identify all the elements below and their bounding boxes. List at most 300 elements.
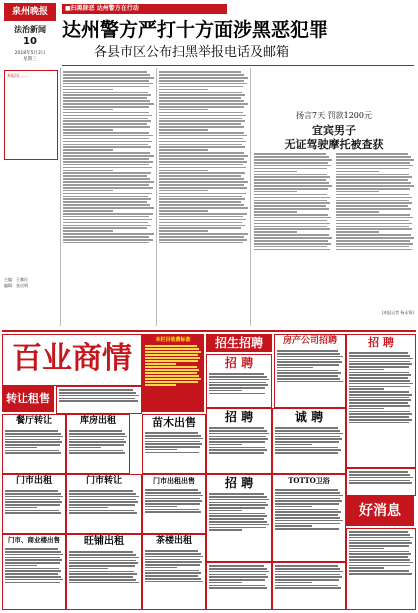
text-line: [275, 576, 342, 578]
text-line: [254, 171, 297, 173]
text-line: [209, 527, 266, 529]
text-line: [5, 512, 61, 514]
text-line: [5, 573, 58, 575]
text-line: [336, 208, 411, 210]
text-line: [159, 242, 243, 244]
text-line: [69, 510, 134, 512]
text-line: [349, 402, 408, 404]
text-line: [254, 208, 329, 210]
text-line: [145, 438, 203, 440]
text-line: [159, 71, 241, 73]
text-line: [209, 518, 264, 520]
text-line: [63, 71, 147, 73]
text-line: [159, 132, 244, 134]
text-line: [145, 443, 202, 445]
text-line: [254, 249, 330, 251]
text-line: [159, 144, 242, 146]
text-line: [145, 570, 199, 572]
text-line: [336, 194, 409, 196]
text-line: [5, 441, 62, 443]
text-line: [275, 579, 339, 581]
totto-title: TOTTO卫浴: [288, 476, 330, 485]
text-line: [209, 502, 266, 504]
text-line: [63, 170, 113, 172]
text-line: [336, 243, 413, 245]
text-line: [349, 411, 410, 413]
baiye-header-box: [2, 334, 142, 386]
text-line: [69, 499, 136, 501]
text-line: [145, 435, 201, 437]
text-line: [349, 531, 408, 533]
chaguan-title: 茶楼出租: [155, 536, 192, 546]
text-line: [254, 194, 327, 196]
text-line: [63, 161, 153, 163]
text-line: [59, 395, 139, 397]
text-line: [209, 373, 264, 375]
zhaopin-ad-3-title: 招 聘: [224, 476, 254, 490]
text-line: [209, 436, 266, 438]
text-line: [254, 220, 327, 222]
text-line: [63, 210, 113, 212]
section-name: 法治新闻: [14, 24, 46, 34]
article-column-3: [254, 152, 332, 302]
text-line: [159, 126, 244, 128]
text-line: [145, 357, 200, 359]
text-line: [209, 521, 267, 523]
text-line: [209, 568, 267, 570]
text-line: [145, 506, 177, 508]
totto-ad: [272, 474, 346, 562]
text-line: [275, 587, 341, 589]
text-line: [63, 239, 153, 241]
text-line: [63, 141, 152, 143]
text-line: [63, 89, 113, 91]
text-line: [349, 388, 384, 390]
zhuanrang-header: 转让租售: [2, 386, 54, 412]
text-line: [275, 427, 338, 429]
text-line: [63, 132, 149, 134]
text-line: [145, 509, 199, 511]
text-line: [209, 571, 269, 573]
text-line: [349, 372, 409, 374]
text-line: [209, 452, 264, 454]
text-line: [209, 393, 265, 395]
text-line: [336, 231, 379, 233]
text-line: [5, 559, 62, 561]
text-line: [275, 447, 338, 449]
right-column-ad-2: [346, 468, 416, 496]
text-line: [275, 509, 338, 511]
text-line: [159, 103, 248, 105]
text-line: [145, 498, 200, 500]
text-line: [159, 190, 208, 192]
text-line: [277, 381, 343, 383]
text-line: [277, 356, 343, 358]
text-line: [349, 565, 410, 567]
text-line: [275, 565, 338, 567]
text-line: [69, 568, 108, 570]
text-line: [254, 176, 330, 178]
text-line: [69, 447, 101, 449]
text-line: [159, 74, 244, 76]
text-line: [145, 372, 197, 374]
text-line: [5, 576, 61, 578]
text-line: [63, 83, 153, 85]
zhaopin-ad-title: 招 聘: [224, 356, 254, 370]
text-line: [63, 152, 150, 154]
text-line: [254, 159, 332, 161]
text-line: [69, 512, 137, 514]
text-line: [63, 80, 149, 82]
text-line: [349, 386, 410, 388]
text-line: [159, 115, 246, 117]
text-line: [59, 400, 138, 402]
headline-rule: [62, 65, 414, 66]
fangchan-ad: [274, 334, 346, 408]
text-line: [277, 350, 338, 352]
text-line: [69, 496, 139, 498]
text-line: [254, 179, 326, 181]
text-line: [275, 449, 341, 451]
text-line: [69, 493, 136, 495]
text-line: [254, 168, 327, 170]
text-line: [159, 233, 248, 235]
text-line: [159, 164, 243, 166]
text-line: [349, 416, 409, 418]
text-line: [145, 381, 198, 383]
text-line: [5, 490, 58, 492]
text-line: [254, 191, 297, 193]
text-line: [254, 211, 297, 213]
text-line: [69, 571, 134, 573]
text-line: [209, 441, 265, 443]
text-line: [159, 239, 247, 241]
text-line: [5, 444, 60, 446]
text-line: [63, 178, 150, 180]
miaomu-ad: [142, 414, 206, 474]
text-line: [5, 450, 59, 452]
text-line: [159, 175, 241, 177]
text-line: [159, 138, 243, 140]
text-line: [336, 156, 411, 158]
text-line: [63, 207, 154, 209]
text-line: [336, 217, 413, 219]
menshi-title: 门市出租: [15, 476, 52, 486]
text-line: [159, 97, 241, 99]
text-line: [349, 556, 408, 558]
text-line: [336, 249, 412, 251]
text-line: [69, 433, 125, 435]
right-story-title: 宜宾男子: [312, 124, 356, 137]
text-line: [159, 149, 208, 151]
text-line: [159, 120, 245, 122]
text-line: [145, 360, 198, 362]
text-line: [145, 446, 200, 448]
text-line: [63, 225, 151, 227]
right-story-title: 无证驾驶摩托被查获: [284, 138, 384, 151]
text-line: [145, 345, 197, 347]
text-line: [336, 191, 379, 193]
text-line: [336, 246, 409, 248]
article-column-4: [336, 152, 414, 302]
text-line: [209, 496, 267, 498]
text-line: [159, 170, 208, 172]
text-line: [63, 86, 149, 88]
text-line: [209, 585, 265, 587]
text-line: [159, 109, 208, 111]
text-line: [63, 149, 113, 151]
text-line: [145, 348, 199, 350]
text-line: [349, 570, 409, 572]
text-line: [349, 374, 411, 376]
text-line: [336, 211, 379, 213]
text-line: [275, 525, 312, 527]
text-line: [159, 135, 247, 137]
text-line: [254, 182, 329, 184]
text-line: [5, 551, 61, 553]
text-line: [145, 378, 201, 380]
text-line: [69, 436, 127, 438]
text-line: [209, 587, 267, 589]
page-number: 10: [23, 36, 37, 47]
text-line: [349, 551, 409, 553]
issue-date: 2018年5月2日: [14, 51, 46, 56]
text-line: [254, 240, 328, 242]
text-line: [63, 164, 149, 166]
text-line: [275, 438, 342, 440]
text-line: [209, 390, 242, 392]
text-line: [336, 234, 411, 236]
text-line: [5, 507, 37, 509]
wangpu-title: 旺铺出租: [84, 536, 124, 547]
text-line: [209, 513, 265, 515]
text-line: [63, 222, 148, 224]
text-line: [209, 438, 268, 440]
text-line: [69, 490, 133, 492]
text-line: [63, 175, 147, 177]
text-line: [254, 202, 330, 204]
text-line: [145, 561, 202, 563]
text-line: [5, 433, 61, 435]
text-line: [63, 193, 152, 195]
text-line: [209, 565, 264, 567]
text-line: [159, 236, 244, 238]
text-line: [349, 573, 412, 575]
text-line: [349, 419, 412, 421]
text-line: [336, 159, 414, 161]
text-line: [275, 506, 312, 508]
miaomu-title: 苗木出售: [152, 416, 196, 429]
text-line: [209, 524, 269, 526]
text-line: [69, 452, 125, 454]
text-line: [209, 433, 269, 435]
text-line: [159, 77, 248, 79]
text-line: [63, 204, 150, 206]
text-line: [209, 582, 242, 584]
text-line: [145, 500, 202, 502]
text-line: [254, 153, 326, 155]
issue-weekday: 星期三: [23, 57, 37, 62]
text-line: [336, 174, 409, 176]
text-line: [349, 545, 409, 547]
kufang-ad: [66, 414, 130, 474]
text-line: [209, 529, 242, 531]
text-line: [275, 517, 340, 519]
text-line: [159, 230, 208, 232]
text-line: [159, 198, 245, 200]
zhaopin-header: 招生招聘: [206, 334, 272, 352]
text-line: [159, 187, 247, 189]
text-line: [145, 578, 201, 580]
text-line: [63, 74, 150, 76]
text-line: [336, 240, 410, 242]
topic-bar: ■扫黑除恶 达州警方在行动: [62, 4, 227, 14]
text-line: [349, 361, 410, 363]
text-line: [209, 493, 264, 495]
text-line: [63, 158, 149, 160]
text-line: [159, 225, 245, 227]
text-line: [254, 200, 327, 202]
text-line: [336, 214, 410, 216]
text-line: [159, 118, 242, 120]
text-line: [336, 200, 409, 202]
text-line: [349, 422, 409, 424]
menshi-chushou-title: 门市出租出售: [153, 476, 195, 485]
text-line: [63, 172, 151, 174]
text-line: [159, 210, 208, 212]
chengpin-title: 诚 聘: [294, 410, 324, 424]
text-line: [159, 184, 244, 186]
text-line: [336, 223, 412, 225]
text-line: [254, 237, 332, 239]
text-line: [209, 384, 268, 386]
text-line: [275, 528, 339, 530]
text-line: [277, 372, 341, 374]
text-line: [336, 188, 410, 190]
text-line: [336, 220, 409, 222]
text-line: [5, 570, 61, 572]
text-line: [63, 201, 147, 203]
menshi-zhuanrang-ad: [66, 474, 142, 534]
text-line: [69, 562, 138, 564]
text-line: [209, 507, 265, 509]
text-line: [349, 480, 410, 482]
zhaopin-ad-2: [206, 408, 272, 474]
text-line: [349, 537, 413, 539]
text-line: [349, 405, 410, 407]
text-line: [145, 452, 199, 454]
text-line: [336, 168, 409, 170]
text-line: [63, 190, 113, 192]
chaguan-ad: [142, 534, 206, 610]
text-line: [254, 174, 327, 176]
text-line: [69, 444, 124, 446]
text-line: [349, 540, 410, 542]
text-line: [349, 471, 408, 473]
text-line: [5, 499, 60, 501]
text-line: [209, 504, 268, 506]
text-line: [159, 86, 243, 88]
right-zhaopin-title: 招 聘: [368, 336, 394, 349]
text-line: [349, 377, 408, 379]
text-line: [349, 482, 412, 484]
text-line: [159, 158, 244, 160]
text-line: [275, 489, 338, 491]
text-line: [69, 579, 136, 581]
text-line: [275, 568, 340, 570]
text-line: [277, 367, 313, 369]
text-line: [159, 112, 243, 114]
text-line: [63, 196, 148, 198]
shangye-ad: [2, 534, 66, 610]
text-line: [145, 550, 198, 552]
right-column-ad: [346, 334, 416, 468]
text-line: [63, 216, 149, 218]
text-line: [145, 495, 203, 497]
text-line: [145, 449, 177, 451]
text-line: [349, 553, 411, 555]
chengpin-ad: [272, 408, 346, 474]
text-line: [69, 565, 135, 567]
text-line: [336, 176, 412, 178]
text-line: [63, 155, 154, 157]
text-line: [349, 408, 384, 410]
text-line: [145, 575, 198, 577]
text-line: [159, 193, 246, 195]
bottom-ad-1: [206, 562, 272, 610]
text-line: [69, 551, 133, 553]
text-line: [254, 228, 330, 230]
fangchan-title: 房产公司招聘: [282, 336, 337, 346]
text-line: [209, 444, 242, 446]
text-line: [5, 510, 59, 512]
text-line: [159, 222, 242, 224]
text-line: [145, 384, 176, 386]
text-line: [159, 172, 245, 174]
text-line: [209, 449, 267, 451]
text-line: [69, 501, 138, 503]
column-rule: [250, 68, 251, 326]
text-line: [145, 559, 200, 561]
left-column-body: 本报讯 ……: [7, 73, 29, 78]
article-column-2: [159, 70, 248, 325]
text-line: [159, 123, 241, 125]
text-line: [159, 100, 244, 102]
text-line: [5, 568, 59, 570]
text-line: [336, 226, 409, 228]
text-line: [336, 202, 412, 204]
text-line: [159, 141, 246, 143]
text-line: [69, 576, 133, 578]
text-line: [275, 495, 343, 497]
wangpu-ad: [66, 534, 142, 610]
text-line: [5, 582, 60, 584]
article-column-1: [63, 70, 154, 325]
text-line: [254, 234, 329, 236]
text-line: [69, 504, 135, 506]
text-line: [63, 198, 151, 200]
bottom-ad-2: [272, 562, 346, 610]
text-line: [349, 391, 409, 393]
text-line: [5, 452, 61, 454]
text-line: [254, 197, 330, 199]
text-line: [349, 397, 409, 399]
text-line: [275, 430, 340, 432]
text-line: [336, 162, 410, 164]
text-line: [5, 565, 37, 567]
text-line: [63, 100, 150, 102]
text-line: [159, 196, 242, 198]
